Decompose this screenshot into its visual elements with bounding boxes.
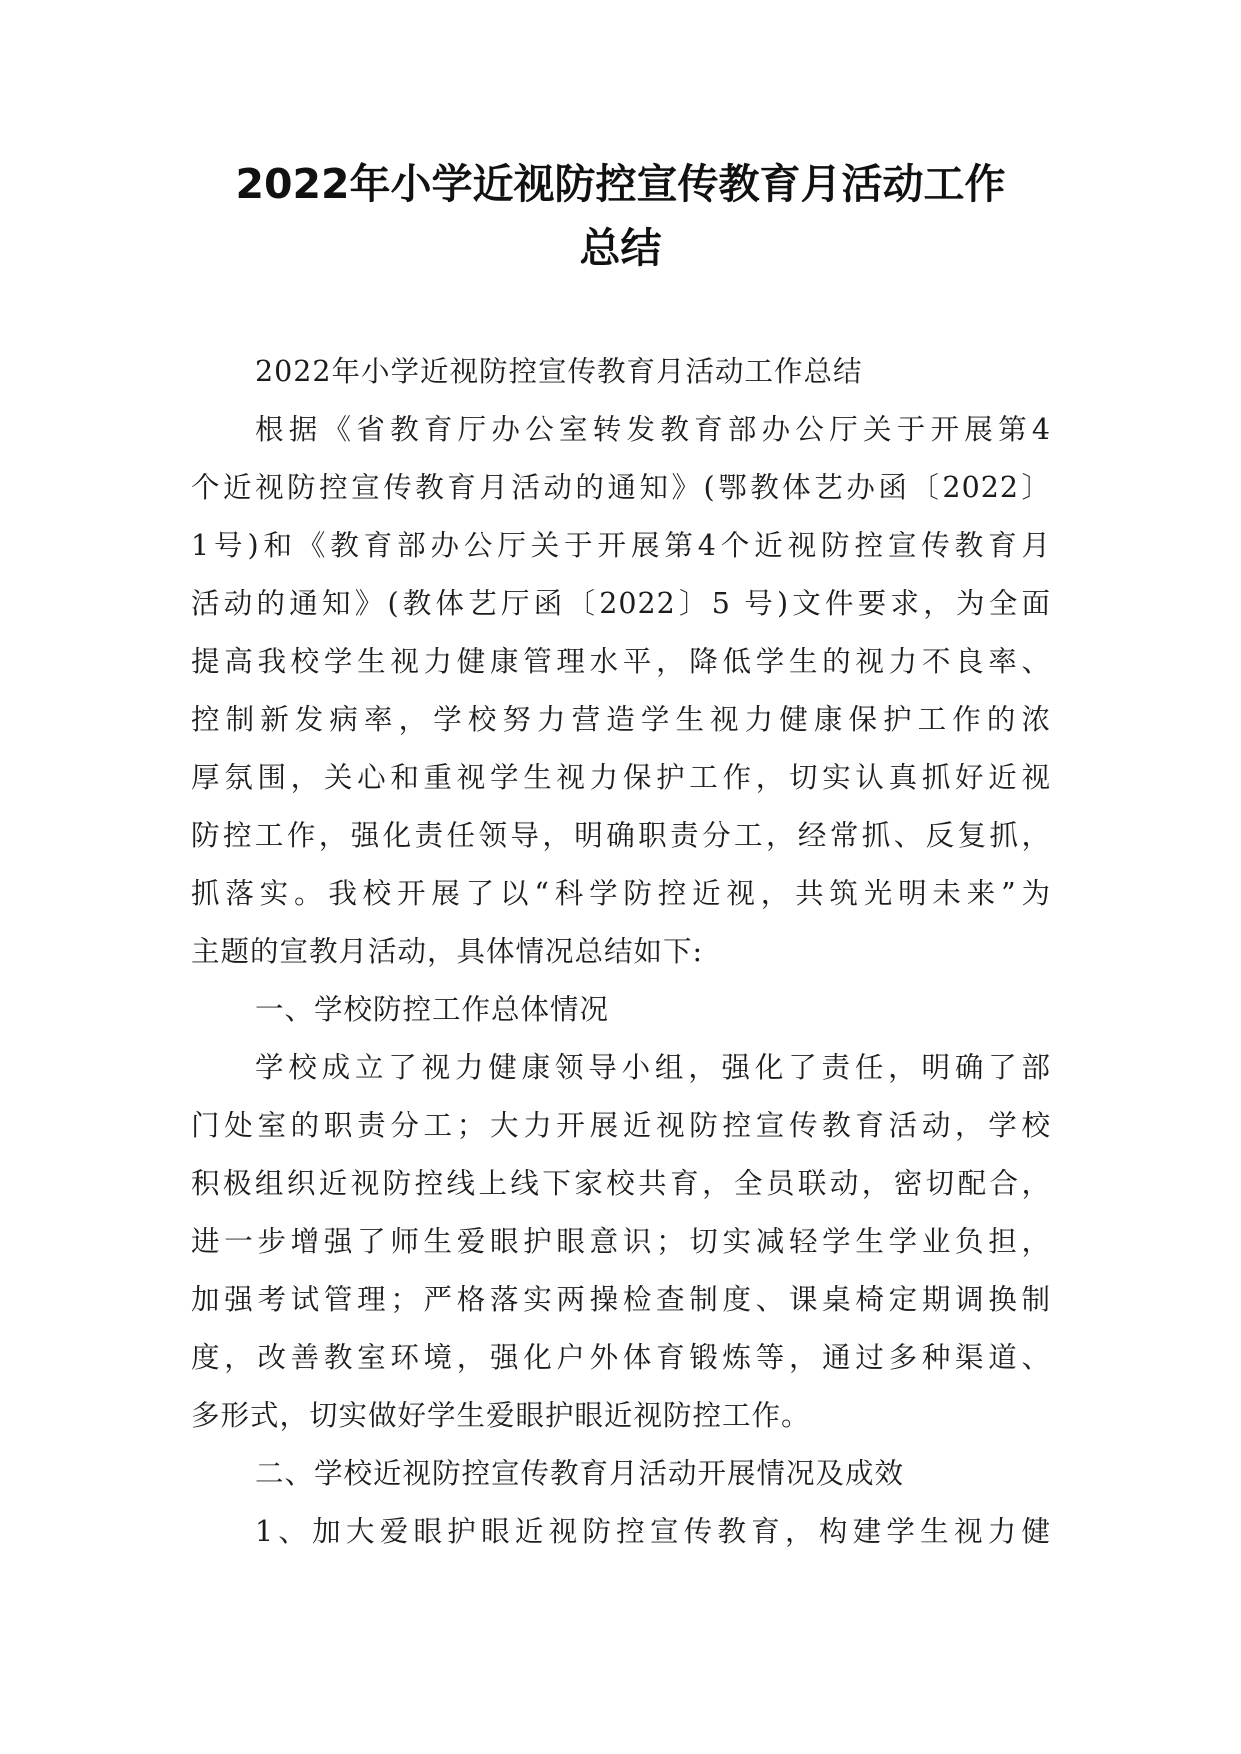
body-line: 积极组织近视防控线上线下家校共育，全员联动，密切配合， xyxy=(191,1167,1051,1200)
document-title-line-1: 2022年小学近视防控宣传教育月活动工作 xyxy=(235,160,1006,208)
body-line: 抓落实。我校开展了以“科学防控近视，共筑光明未来”为 xyxy=(191,877,1051,910)
section-heading: 二、学校近视防控宣传教育月活动开展情况及成效 xyxy=(255,1457,905,1490)
body-line: 1、加大爱眼护眼近视防控宣传教育，构建学生视力健 xyxy=(255,1515,1051,1548)
body-line: 加强考试管理；严格落实两操检查制度、课桌椅定期调换制 xyxy=(191,1283,1051,1316)
body-line: 1号)和《教育部办公厅关于开展第4个近视防控宣传教育月 xyxy=(191,529,1051,562)
body-line: 根据《省教育厅办公室转发教育部办公厅关于开展第4 xyxy=(255,413,1051,446)
body-line: 厚氛围，关心和重视学生视力保护工作，切实认真抓好近视 xyxy=(191,761,1051,794)
body-line: 活动的通知》(教体艺厅函〔2022〕5 号)文件要求，为全面 xyxy=(191,587,1051,620)
body-line: 防控工作，强化责任领导，明确职责分工，经常抓、反复抓， xyxy=(191,819,1051,852)
body-line: 个近视防控宣传教育月活动的通知》(鄂教体艺办函〔2022〕 xyxy=(191,471,1051,504)
document-title-line-2: 总结 xyxy=(579,224,662,272)
body-line: 主题的宣教月活动，具体情况总结如下: xyxy=(191,935,704,968)
body-line: 进一步增强了师生爱眼护眼意识；切实减轻学生学业负担， xyxy=(191,1225,1051,1258)
body-line: 提高我校学生视力健康管理水平，降低学生的视力不良率、 xyxy=(191,645,1051,678)
subtitle-line: 2022年小学近视防控宣传教育月活动工作总结 xyxy=(255,355,863,388)
section-heading: 一、学校防控工作总体情况 xyxy=(255,993,610,1026)
body-line: 度，改善教室环境，强化户外体育锻炼等，通过多种渠道、 xyxy=(191,1341,1051,1374)
body-line: 多形式，切实做好学生爱眼护眼近视防控工作。 xyxy=(191,1399,811,1432)
body-line: 门处室的职责分工；大力开展近视防控宣传教育活动，学校 xyxy=(191,1109,1051,1142)
body-line: 学校成立了视力健康领导小组，强化了责任，明确了部 xyxy=(255,1051,1051,1084)
body-line: 控制新发病率，学校努力营造学生视力健康保护工作的浓 xyxy=(191,703,1051,736)
